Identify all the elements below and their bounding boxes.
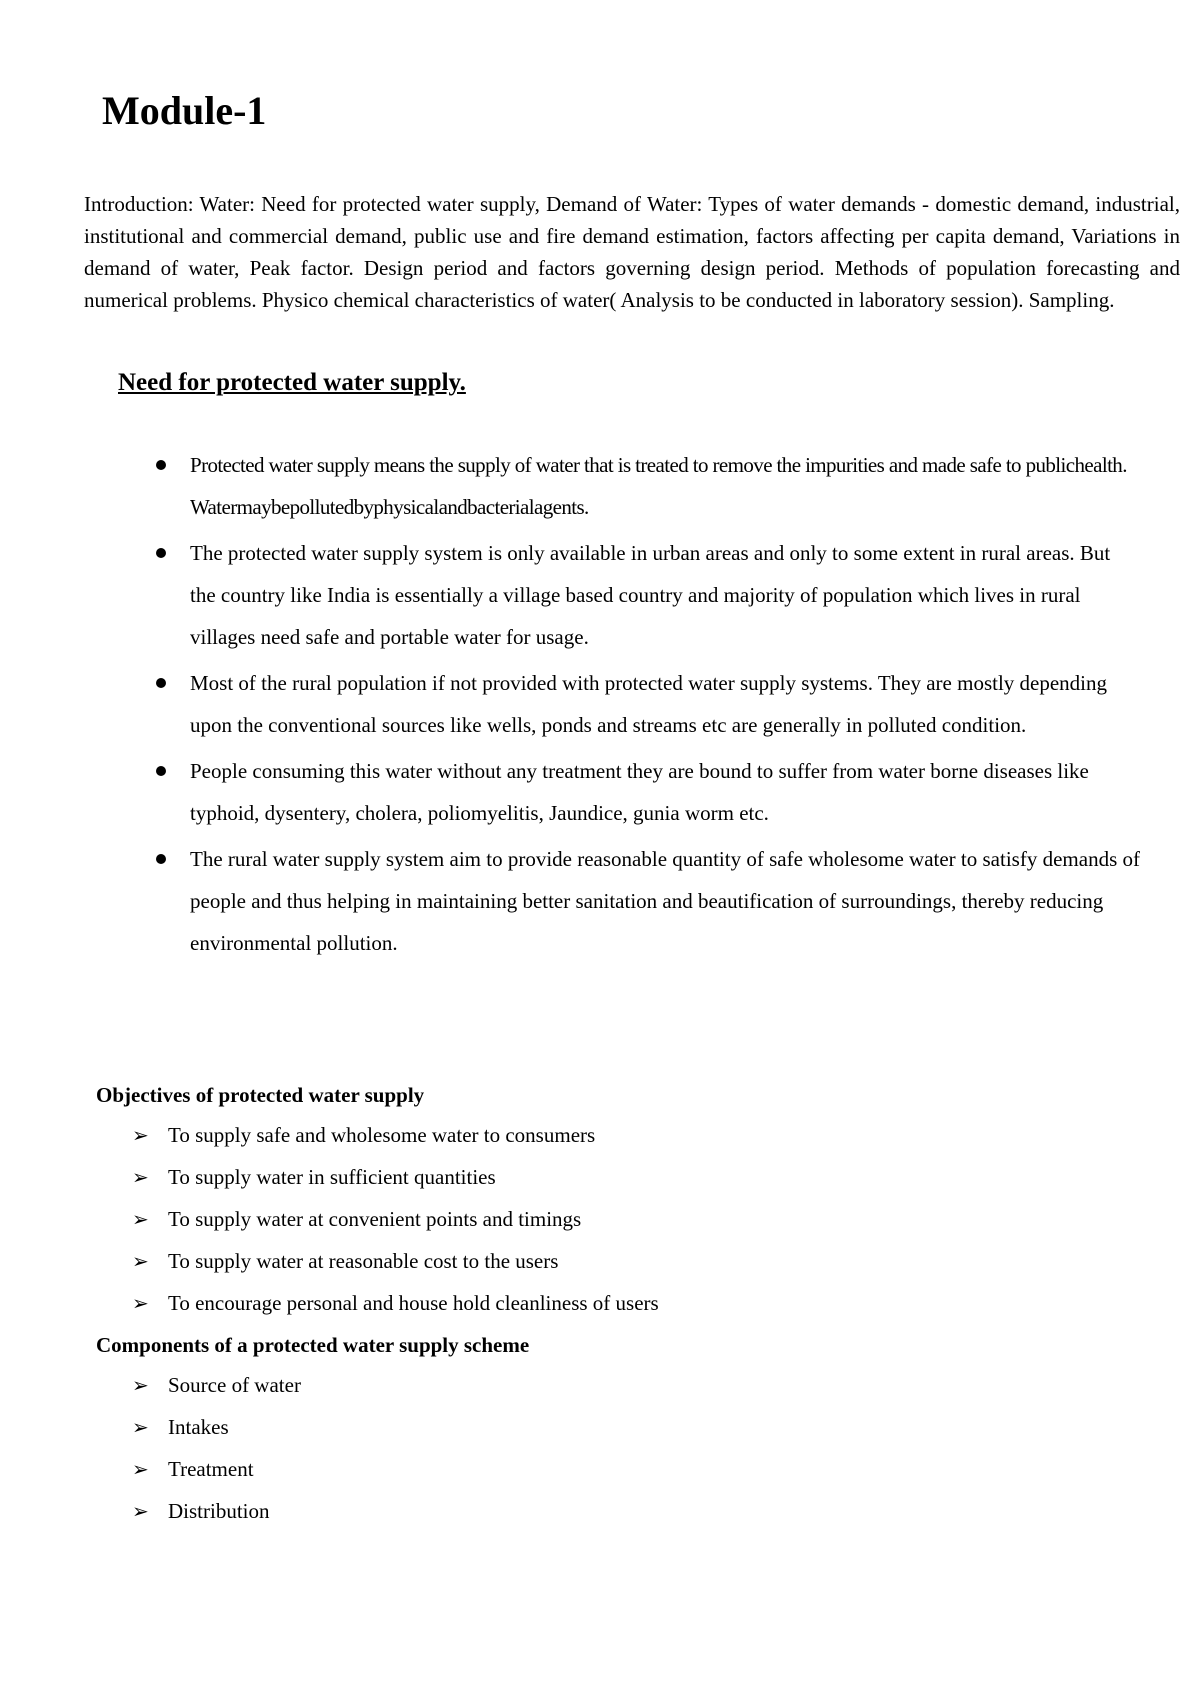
bullet-dot-icon <box>156 766 166 776</box>
arrow-bullet-icon: ➢ <box>132 1165 149 1189</box>
list-item <box>132 1490 1132 1532</box>
bullet-dot-icon <box>156 678 166 688</box>
list-item-text: Intakes <box>168 1415 229 1439</box>
list-item-text: The protected water supply system is only available in urban areas and only to some extent in rural areas. But the country like India is essentially a village based country and majority of population which lives in rural villages need safe and portable water for usage. <box>190 541 1111 649</box>
bullet-dot-icon <box>156 854 166 864</box>
list-item <box>140 662 1140 746</box>
objectives-heading: Objectives of protected water supply <box>96 1083 425 1107</box>
list-item <box>132 1448 1132 1490</box>
list-item-text: Most of the rural population if not provided with protected water supply systems. They are mostly depending upon the conventional sources like wells, ponds and streams etc are generally in polluted condition. <box>190 671 1108 737</box>
list-item-text: To supply water at reasonable cost to the users <box>168 1249 559 1273</box>
page-title: Module-1 <box>102 88 267 133</box>
list-item <box>132 1240 1132 1282</box>
arrow-bullet-icon: ➢ <box>132 1123 149 1147</box>
list-item-text: Protected water supply means the supply of water that is treated to remove the impurities and made safe to publichealth. Watermaybepollutedbyphysicalandbacterialagents. <box>190 453 1127 519</box>
list-item <box>140 838 1140 964</box>
list-item-text: Source of water <box>168 1373 301 1397</box>
list-item <box>140 750 1140 834</box>
list-item <box>140 532 1140 658</box>
list-item-text: People consuming this water without any treatment they are bound to suffer from water borne diseases like typhoid, dysentery, cholera, poliomyelitis, Jaundice, gunia worm etc. <box>190 759 1089 825</box>
bullet-dot-icon <box>156 460 166 470</box>
list-item-text: Distribution <box>168 1499 270 1523</box>
arrow-bullet-icon: ➢ <box>132 1415 149 1439</box>
list-item-text: To encourage personal and house hold cleanliness of users <box>168 1291 659 1315</box>
list-item <box>132 1364 1132 1406</box>
arrow-bullet-icon: ➢ <box>132 1457 149 1481</box>
list-item <box>140 444 1140 528</box>
list-item-text: To supply safe and wholesome water to consumers <box>168 1123 596 1147</box>
list-item <box>132 1282 1132 1324</box>
bullet-dot-icon <box>156 548 166 558</box>
components-list <box>132 1364 1132 1532</box>
arrow-bullet-icon: ➢ <box>132 1373 149 1397</box>
list-item-text: The rural water supply system aim to provide reasonable quantity of safe wholesome water to satisfy demands of people and thus helping in maintaining better sanitation and beautification of surroundings, thereby reducing environmental pollution. <box>190 847 1140 955</box>
arrow-bullet-icon: ➢ <box>132 1249 149 1273</box>
need-bullet-list <box>140 444 1140 968</box>
objectives-list <box>132 1114 1132 1324</box>
list-item <box>132 1198 1132 1240</box>
list-item-text: To supply water at convenient points and timings <box>168 1207 582 1231</box>
list-item-text: Treatment <box>168 1457 254 1481</box>
intro-paragraph: Introduction: Water: Need for protected water supply, Demand of Water: Types of water demands - domestic demand, industrial, institutional and commercial demand, public use and fire demand estimation, factors affecting per capita demand, Variations in demand of water, Peak factor. Design period and factors governing design period. Methods of population forecasting and numerical problems. Physico chemical characteristics of water( Analysis to be conducted in laboratory session). Sampling. <box>84 192 1180 312</box>
arrow-bullet-icon: ➢ <box>132 1499 149 1523</box>
list-item <box>132 1156 1132 1198</box>
arrow-bullet-icon: ➢ <box>132 1291 149 1315</box>
arrow-bullet-icon: ➢ <box>132 1207 149 1231</box>
need-section-heading: Need for protected water supply. <box>118 369 466 396</box>
components-heading: Components of a protected water supply scheme <box>96 1333 530 1357</box>
list-item-text: To supply water in sufficient quantities <box>168 1165 496 1189</box>
list-item <box>132 1406 1132 1448</box>
list-item <box>132 1114 1132 1156</box>
